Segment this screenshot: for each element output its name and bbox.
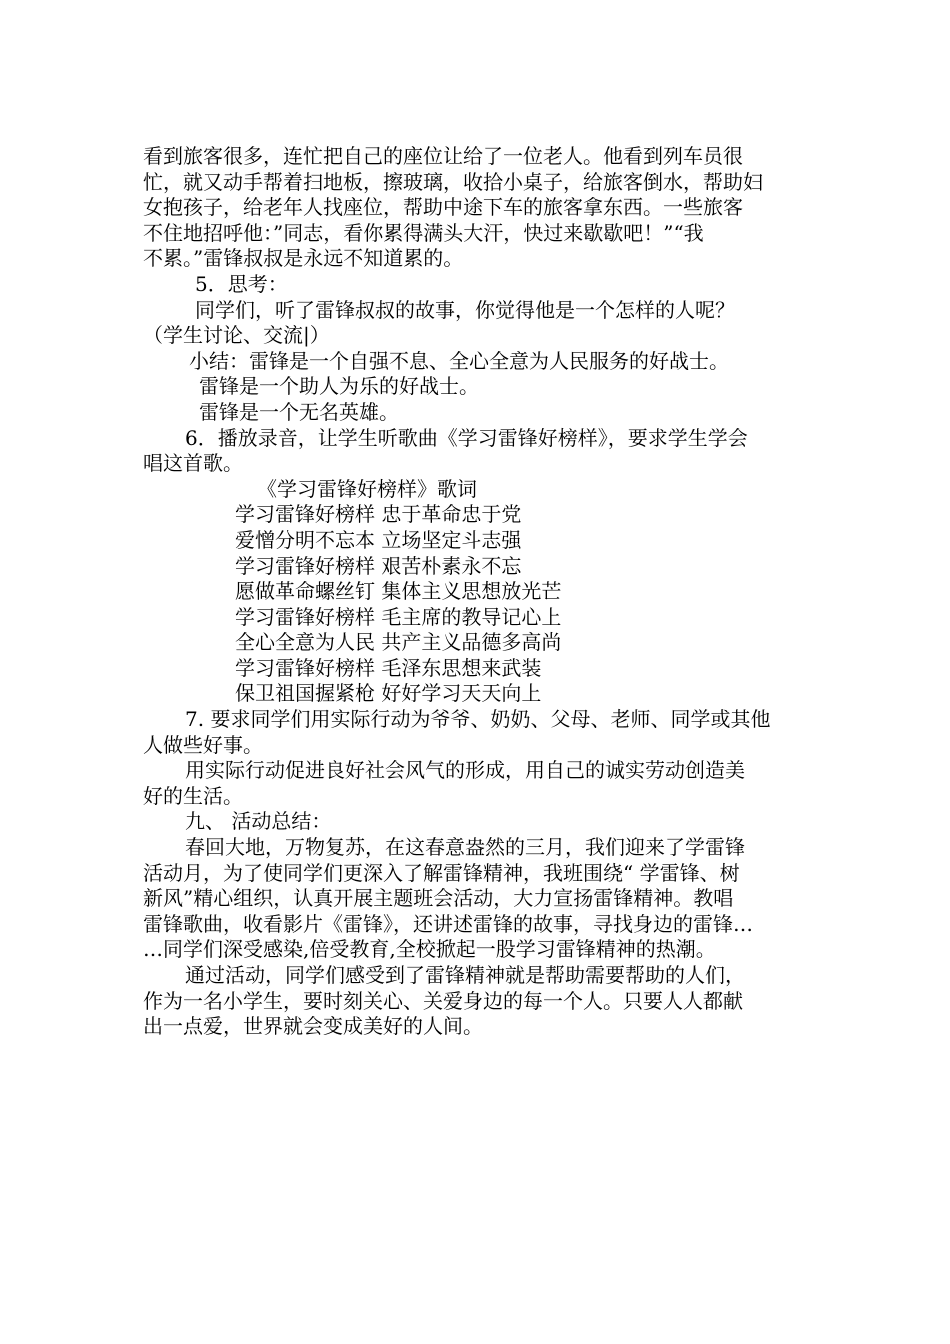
text-line: 女抱孩子，给老年人找座位，帮助中途下车的旅客拿东西。一些旅客 bbox=[143, 195, 743, 220]
lyric-line: 愿做革命螺丝钉 集体主义思想放光芒 bbox=[235, 579, 562, 604]
lyric-line: 全心全意为人民 共产主义品德多高尚 bbox=[235, 630, 562, 655]
text-line: 6．播放录音，让学生听歌曲《学习雷锋好榜样》，要求学生学会 bbox=[185, 425, 748, 450]
lyric-line: 爱憎分明不忘本 立场坚定斗志强 bbox=[235, 527, 522, 552]
text-line: 活动月，为了使同学们更深入了解雷锋精神，我班围绕“ 学雷锋、树 bbox=[143, 860, 740, 885]
summary-line: 雷锋是一个助人为乐的好战士。 bbox=[199, 374, 479, 399]
lyrics-title: 《学习雷锋好榜样》歌词 bbox=[257, 476, 477, 501]
section-heading-summary: 九、 活动总结： bbox=[185, 809, 332, 834]
summary-line: 小结：雷锋是一个自强不息、全心全意为人民服务的好战士。 bbox=[189, 348, 729, 373]
lyric-line: 学习雷锋好榜样 毛泽东思想来武装 bbox=[235, 655, 542, 680]
text-line: …同学们深受感染,倍受教育,全校掀起一股学习雷锋精神的热潮。 bbox=[143, 937, 716, 962]
text-line: 雷锋歌曲，收看影片《雷锋》，还讲述雷锋的故事，寻找身边的雷锋… bbox=[143, 911, 753, 936]
text-line: 人做些好事。 bbox=[143, 732, 263, 757]
text-line: 用实际行动促进良好社会风气的形成，用自己的诚实劳动创造美 bbox=[185, 758, 745, 783]
text-line: 通过活动，同学们感受到了雷锋精神就是帮助需要帮助的人们， bbox=[185, 963, 745, 987]
text-line: 春回大地，万物复苏，在这春意盎然的三月，我们迎来了学雷锋 bbox=[185, 835, 745, 860]
text-line: 唱这首歌。 bbox=[143, 451, 243, 476]
text-line: 好的生活。 bbox=[143, 783, 243, 808]
text-line: 看到旅客很多，连忙把自己的座位让给了一位老人。他看到列车员很 bbox=[143, 144, 743, 168]
lyric-line: 保卫祖国握紧枪 好好学习天天向上 bbox=[235, 681, 542, 706]
lyric-line: 学习雷锋好榜样 艰苦朴素永不忘 bbox=[235, 553, 522, 578]
lyric-line: 学习雷锋好榜样 毛主席的教导记心上 bbox=[235, 604, 562, 629]
lyric-line: 学习雷锋好榜样 忠于革命忠于党 bbox=[235, 502, 522, 527]
text-line: 忙，就又动手帮着扫地板，擦玻璃，收拾小桌子，给旅客倒水，帮助妇 bbox=[143, 169, 763, 194]
text-line: 7. 要求同学们用实际行动为爷爷、奶奶、父母、老师、同学或其他 bbox=[185, 707, 771, 732]
text-line: 出一点爱，世界就会变成美好的人间。 bbox=[143, 1014, 483, 1039]
text-line: （学生讨论、交流|） bbox=[143, 323, 330, 348]
text-line: 同学们，听了雷锋叔叔的故事，你觉得他是一个怎样的人呢？ bbox=[195, 297, 735, 322]
document-body bbox=[143, 144, 811, 1040]
text-line: 作为一名小学生，要时刻关心、关爱身边的每一个人。只要人人都献 bbox=[143, 988, 743, 1013]
text-line: 新风”精心组织，认真开展主题班会活动，大力宣扬雷锋精神。教唱 bbox=[143, 886, 734, 911]
summary-line: 雷锋是一个无名英雄。 bbox=[199, 399, 399, 424]
text-line: 不累。”雷锋叔叔是永远不知道累的。 bbox=[143, 246, 464, 271]
text-line: 不住地招呼他：”同志，看你累得满头大汗，快过来歇歇吧！”“我 bbox=[143, 220, 704, 245]
section-heading-think: 5．思考： bbox=[195, 271, 288, 296]
